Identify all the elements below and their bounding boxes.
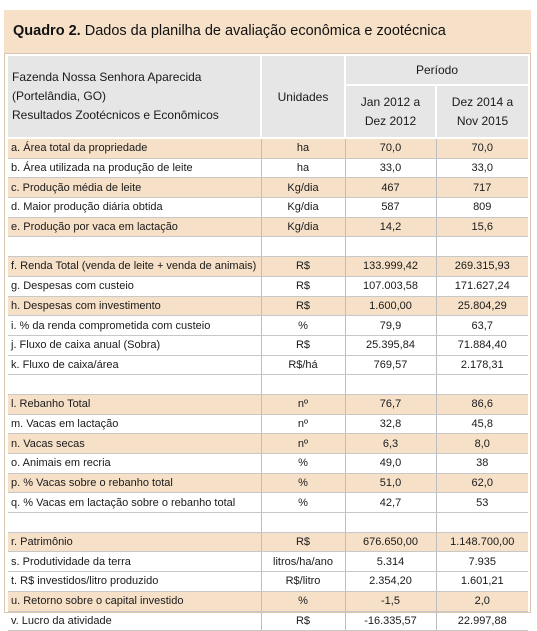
row-unit: nº [261, 414, 345, 434]
caption-text: Dados da planilha de avaliação econômica e zootécnica [84, 23, 446, 39]
table-row [8, 335, 528, 355]
spacer-cell [345, 513, 436, 533]
spacer-cell [261, 513, 345, 533]
table-row [8, 414, 528, 434]
row-unit: litros/ha/ano [261, 552, 345, 572]
value-period-2: 70,0 [436, 138, 528, 158]
row-label: s. Produtividade da terra [8, 552, 261, 572]
period-2-end: Nov 2015 [456, 113, 509, 128]
evaluation-table [8, 56, 528, 631]
row-label: v. Lucro da atividade [8, 611, 261, 631]
row-label: j. Fluxo de caixa anual (Sobra) [8, 335, 261, 355]
value-period-2: 33,0 [436, 158, 528, 178]
value-period-1: 76,7 [345, 394, 436, 414]
row-unit: Kg/dia [261, 198, 345, 218]
period-2-header [436, 85, 528, 138]
value-period-1: 70,0 [345, 138, 436, 158]
value-period-1: 33,0 [345, 158, 436, 178]
farm-header [8, 56, 261, 138]
row-unit: ha [261, 158, 345, 178]
value-period-1: 107.003,58 [345, 276, 436, 296]
row-label: t. R$ investidos/litro produzido [8, 572, 261, 592]
spacer-cell [436, 237, 528, 257]
table-row [8, 158, 528, 178]
row-label: h. Despesas com investimento [8, 296, 261, 316]
period-1-start: Jan 2012 a [360, 94, 421, 109]
spacer-cell [8, 513, 261, 533]
table-row [8, 355, 528, 375]
value-period-1: 5.314 [345, 552, 436, 572]
value-period-1: 42,7 [345, 493, 436, 513]
value-period-1: 587 [345, 198, 436, 218]
value-period-2: 22.997,88 [436, 611, 528, 631]
table-row [8, 552, 528, 572]
value-period-1: 769,57 [345, 355, 436, 375]
row-label: q. % Vacas em lactação sobre o rebanho total [8, 493, 261, 513]
row-label: r. Patrimônio [8, 532, 261, 552]
table-row [8, 572, 528, 592]
row-label: i. % da renda comprometida com custeio [8, 316, 261, 336]
spacer-cell [8, 375, 261, 395]
table-row [8, 138, 528, 158]
row-label: d. Maior produção diária obtida [8, 198, 261, 218]
row-unit: R$/litro [261, 572, 345, 592]
row-label: l. Rebanho Total [8, 394, 261, 414]
value-period-1: 32,8 [345, 414, 436, 434]
value-period-1: -1,5 [345, 591, 436, 611]
row-label: f. Renda Total (venda de leite + venda de animais) [8, 257, 261, 277]
row-unit: R$ [261, 611, 345, 631]
value-period-2: 717 [436, 178, 528, 198]
row-label: c. Produção média de leite [8, 178, 261, 198]
row-unit: Kg/dia [261, 178, 345, 198]
value-period-1: 25.395,84 [345, 335, 436, 355]
row-label: m. Vacas em lactação [8, 414, 261, 434]
period-1-header [345, 85, 436, 138]
row-unit: ha [261, 138, 345, 158]
value-period-1: 14,2 [345, 217, 436, 237]
value-period-1: 79,9 [345, 316, 436, 336]
row-unit: nº [261, 394, 345, 414]
spacer-row [8, 237, 528, 257]
value-period-2: 1.148.700,00 [436, 532, 528, 552]
value-period-2: 38 [436, 454, 528, 474]
value-period-2: 1.601,21 [436, 572, 528, 592]
row-unit: R$ [261, 257, 345, 277]
value-period-2: 7.935 [436, 552, 528, 572]
table-row [8, 276, 528, 296]
row-unit: Kg/dia [261, 217, 345, 237]
value-period-2: 53 [436, 493, 528, 513]
table-row [8, 217, 528, 237]
value-period-1: -16.335,57 [345, 611, 436, 631]
row-unit: R$ [261, 335, 345, 355]
row-label: e. Produção por vaca em lactação [8, 217, 261, 237]
value-period-2: 71.884,40 [436, 335, 528, 355]
value-period-2: 269.315,93 [436, 257, 528, 277]
row-label: o. Animais em recria [8, 454, 261, 474]
row-label: n. Vacas secas [8, 434, 261, 454]
table-row [8, 394, 528, 414]
row-label: k. Fluxo de caixa/área [8, 355, 261, 375]
farm-location: (Portelândia, GO) [12, 89, 107, 103]
table-row [8, 178, 528, 198]
table-row [8, 257, 528, 277]
value-period-2: 809 [436, 198, 528, 218]
value-period-2: 15,6 [436, 217, 528, 237]
row-unit: % [261, 454, 345, 474]
value-period-2: 171.627,24 [436, 276, 528, 296]
table-body [8, 138, 528, 631]
spacer-cell [345, 237, 436, 257]
table-row [8, 316, 528, 336]
value-period-2: 45,8 [436, 414, 528, 434]
value-period-2: 2.178,31 [436, 355, 528, 375]
row-unit: % [261, 473, 345, 493]
period-1-end: Dez 2012 [364, 113, 417, 128]
value-period-2: 62,0 [436, 473, 528, 493]
value-period-2: 63,7 [436, 316, 528, 336]
row-unit: R$/há [261, 355, 345, 375]
table-row [8, 493, 528, 513]
row-unit: nº [261, 434, 345, 454]
row-unit: R$ [261, 276, 345, 296]
value-period-1: 6,3 [345, 434, 436, 454]
table-row [8, 454, 528, 474]
row-label: b. Área utilizada na produção de leite [8, 158, 261, 178]
row-label: a. Área total da propriedade [8, 138, 261, 158]
value-period-1: 1.600,00 [345, 296, 436, 316]
table-row [8, 591, 528, 611]
table-row [8, 296, 528, 316]
value-period-2: 8,0 [436, 434, 528, 454]
table-row [8, 473, 528, 493]
period-header: Período [345, 56, 528, 85]
table-row [8, 434, 528, 454]
spacer-cell [436, 375, 528, 395]
table-row [8, 611, 528, 631]
table-row [8, 198, 528, 218]
row-unit: R$ [261, 296, 345, 316]
row-label: u. Retorno sobre o capital investido [8, 591, 261, 611]
value-period-1: 51,0 [345, 473, 436, 493]
row-unit: % [261, 493, 345, 513]
value-period-2: 2,0 [436, 591, 528, 611]
value-period-1: 467 [345, 178, 436, 198]
spacer-row [8, 375, 528, 395]
value-period-2: 25.804,29 [436, 296, 528, 316]
value-period-1: 2.354,20 [345, 572, 436, 592]
farm-name: Fazenda Nossa Senhora Aparecida [12, 70, 202, 84]
period-2-start: Dez 2014 a [451, 94, 514, 109]
spacer-cell [261, 375, 345, 395]
spacer-cell [261, 237, 345, 257]
results-label: Resultados Zootécnicos e Econômicos [12, 108, 219, 122]
spacer-row [8, 513, 528, 533]
value-period-2: 86,6 [436, 394, 528, 414]
value-period-1: 49,0 [345, 454, 436, 474]
units-header: Unidades [261, 56, 345, 138]
row-label: p. % Vacas sobre o rebanho total [8, 473, 261, 493]
value-period-1: 133.999,42 [345, 257, 436, 277]
spacer-cell [345, 375, 436, 395]
value-period-1: 676.650,00 [345, 532, 436, 552]
row-unit: R$ [261, 532, 345, 552]
row-unit: % [261, 316, 345, 336]
row-unit: % [261, 591, 345, 611]
table-row [8, 532, 528, 552]
caption-number: Quadro 2. [13, 23, 81, 39]
row-label: g. Despesas com custeio [8, 276, 261, 296]
spacer-cell [8, 237, 261, 257]
table-caption [4, 10, 531, 54]
spacer-cell [436, 513, 528, 533]
